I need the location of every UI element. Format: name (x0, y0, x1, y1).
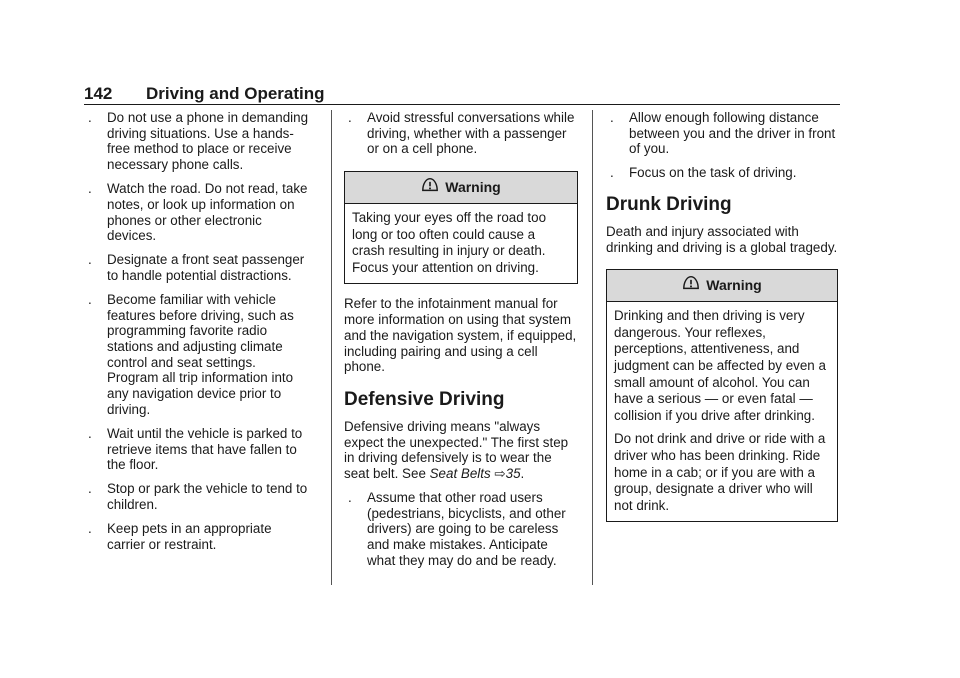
heading-drunk-driving: Drunk Driving (606, 193, 732, 215)
list-item: . Allow enough following distance between you and the driver in front of you. (610, 110, 836, 157)
seat-belts-link[interactable]: Seat Belts (429, 466, 491, 482)
warning-icon (421, 176, 439, 194)
list-item: . Focus on the task of driving. (610, 165, 797, 181)
defensive-intro: Defensive driving means "always expect the unexpected." The first step in driving defensively is to wear the seat belt. See Seat Belts ⇨35. (344, 419, 569, 482)
column-1 (84, 110, 310, 561)
refer-paragraph: Refer to the infotainment manual for more information on using that system and the navigation system, if equipped, including pairing and using a cell phone. (344, 296, 577, 375)
warning-title: Warning (706, 276, 762, 293)
list-item: . Watch the road. Do not read, take notes, or look up information on phones or other electronic devices. (88, 181, 308, 244)
page-header (84, 84, 840, 104)
header-rule (84, 104, 840, 105)
section-title: Driving and Operating (146, 84, 325, 103)
page-number: 142 (84, 84, 113, 103)
column-2 (344, 110, 578, 576)
list-item: . Wait until the vehicle is parked to retrieve items that have fallen to the floor. (88, 425, 303, 473)
column-divider-2 (592, 110, 593, 585)
list-item: . Stop or park the vehicle to tend to children. (88, 481, 308, 512)
list-item: . Assume that other road users (pedestrians, bicyclists, and other drivers) are going to be careless and make mistakes. Anticipate what they may do and be ready. (348, 489, 566, 568)
heading-defensive-driving: Defensive Driving (344, 389, 505, 410)
distraction-tips-list (84, 110, 310, 552)
warning-text: Taking your eyes off the road too long or too often could cause a crash resulting in injury or death. Focus your attention on driving. (352, 210, 547, 275)
list-item: . Do not use a phone in demanding driving situations. Use a hands-free method to place or receive necessary phone calls. (88, 110, 309, 173)
warning-box-distraction (344, 171, 578, 284)
page-ref-arrow-icon: ⇨ (494, 466, 506, 482)
warning-icon (682, 274, 700, 292)
list-item: . Designate a front seat passenger to handle potential distractions. (88, 252, 305, 283)
warning-text: Do not drink and drive or ride with a driver who has been drinking. Ride home in a cab; or if you are with a group, designate a driver who will not drink. (614, 431, 826, 513)
list-item: . Become familiar with vehicle features before driving, such as programming favorite radio stations and adjusting climate control and seat settings. Program all trip information into any navigation device prior to driving. (88, 291, 294, 417)
list-item: . Avoid stressful conversations while driving, whether with a passenger or on a cell phone. (348, 110, 575, 157)
warning-header (345, 172, 577, 204)
warning-box-drunk (606, 269, 838, 522)
warning-header (607, 270, 837, 302)
drunk-intro: Death and injury associated with drinking and driving is a global tragedy. (606, 223, 838, 255)
seat-belts-page: 35 (505, 466, 521, 482)
column-3 (606, 110, 838, 534)
warning-title: Warning (445, 178, 501, 195)
column-divider-1 (331, 110, 332, 585)
warning-text: Drinking and then driving is very dangerous. Your reflexes, perceptions, attentiveness, and judgment can be affected by even a small amount of alcohol. You can have a serious — or even fatal — collision if you drive after drinking. (614, 308, 826, 423)
list-item: . Keep pets in an appropriate carrier or restraint. (88, 520, 272, 552)
